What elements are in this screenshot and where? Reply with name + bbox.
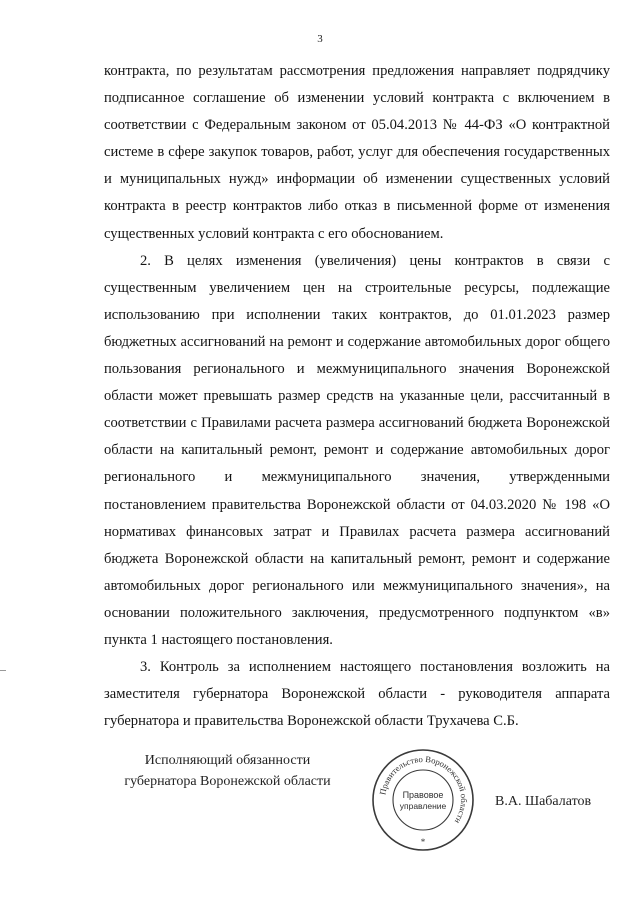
signatory-position-line-2: губернатора Воронежской области — [124, 774, 331, 789]
page-number: 3 — [317, 33, 323, 45]
stamp-center-line-2: управление — [399, 801, 447, 811]
signatory-position — [110, 750, 345, 792]
margin-mark — [0, 670, 6, 671]
stamp-ring-text: Правительство Воронежской области — [377, 753, 470, 826]
signatory-name: В.А. Шабалатов — [495, 794, 592, 809]
stamp-center-line-1: Правовое — [402, 790, 444, 800]
official-stamp — [368, 745, 478, 855]
signatory-position-line-1: Исполняющий обязанности — [144, 753, 311, 768]
stamp-outer-ring — [373, 750, 473, 850]
document-body — [104, 58, 610, 735]
paragraph-3: 3. Контроль за исполнением настоящего постановления возложить на заместителя губернатора Воронежской области - руководителя аппарата губернатора и правительства Воронежской области Трухачева С.Б. — [104, 659, 610, 730]
stamp-star: * — [420, 837, 426, 847]
paragraph-continuation: контракта, по результатам рассмотрения предложения направляет подрядчику подписанное соглашение об изменении условий контракта с включением в соответствии с Федеральным законом от 05.04.2013 № 44-ФЗ «О контрактной системе в сфере закупок товаров, работ, услуг для обеспечения государственных и муниципальных нужд» информации об изменении существенных условий контракта в реестр контрактов либо отказ в письменной форме от изменения существенных условий контракта с его обоснованием. — [104, 63, 610, 242]
stamp-inner-ring — [393, 770, 453, 830]
paragraph-2: 2. В целях изменения (увеличения) цены контрактов в связи с существенным увеличением цен на строительные ресурсы, подлежащие использованию при исполнении таких контрактов, до 01.01.2023 размер бюджетных ассигнований на ремонт и содержание автомобильных дорог общего пользования регионального и межмуниципального значения Воронежской области может превышать размер средств на указанные цели, рассчитанный в соответствии с Правилами расчета размера ассигнований бюджета Воронежской области на капитальный ремонт, ремонт и содержание автомобильных дорог регионального и межмуниципального значения, утвержденными постановлением правительства Воронежской области от 04.03.2020 № 198 «О нормативах финансовых затрат и Правилах расчета размера ассигнований бюджета Воронежской области на капитальный ремонт, ремонт и содержание автомобильных дорог регионального или межмуниципального значения», на основании положительного заключения, предусмотренного подпунктом «в» пункта 1 настоящего постановления. — [104, 252, 610, 648]
